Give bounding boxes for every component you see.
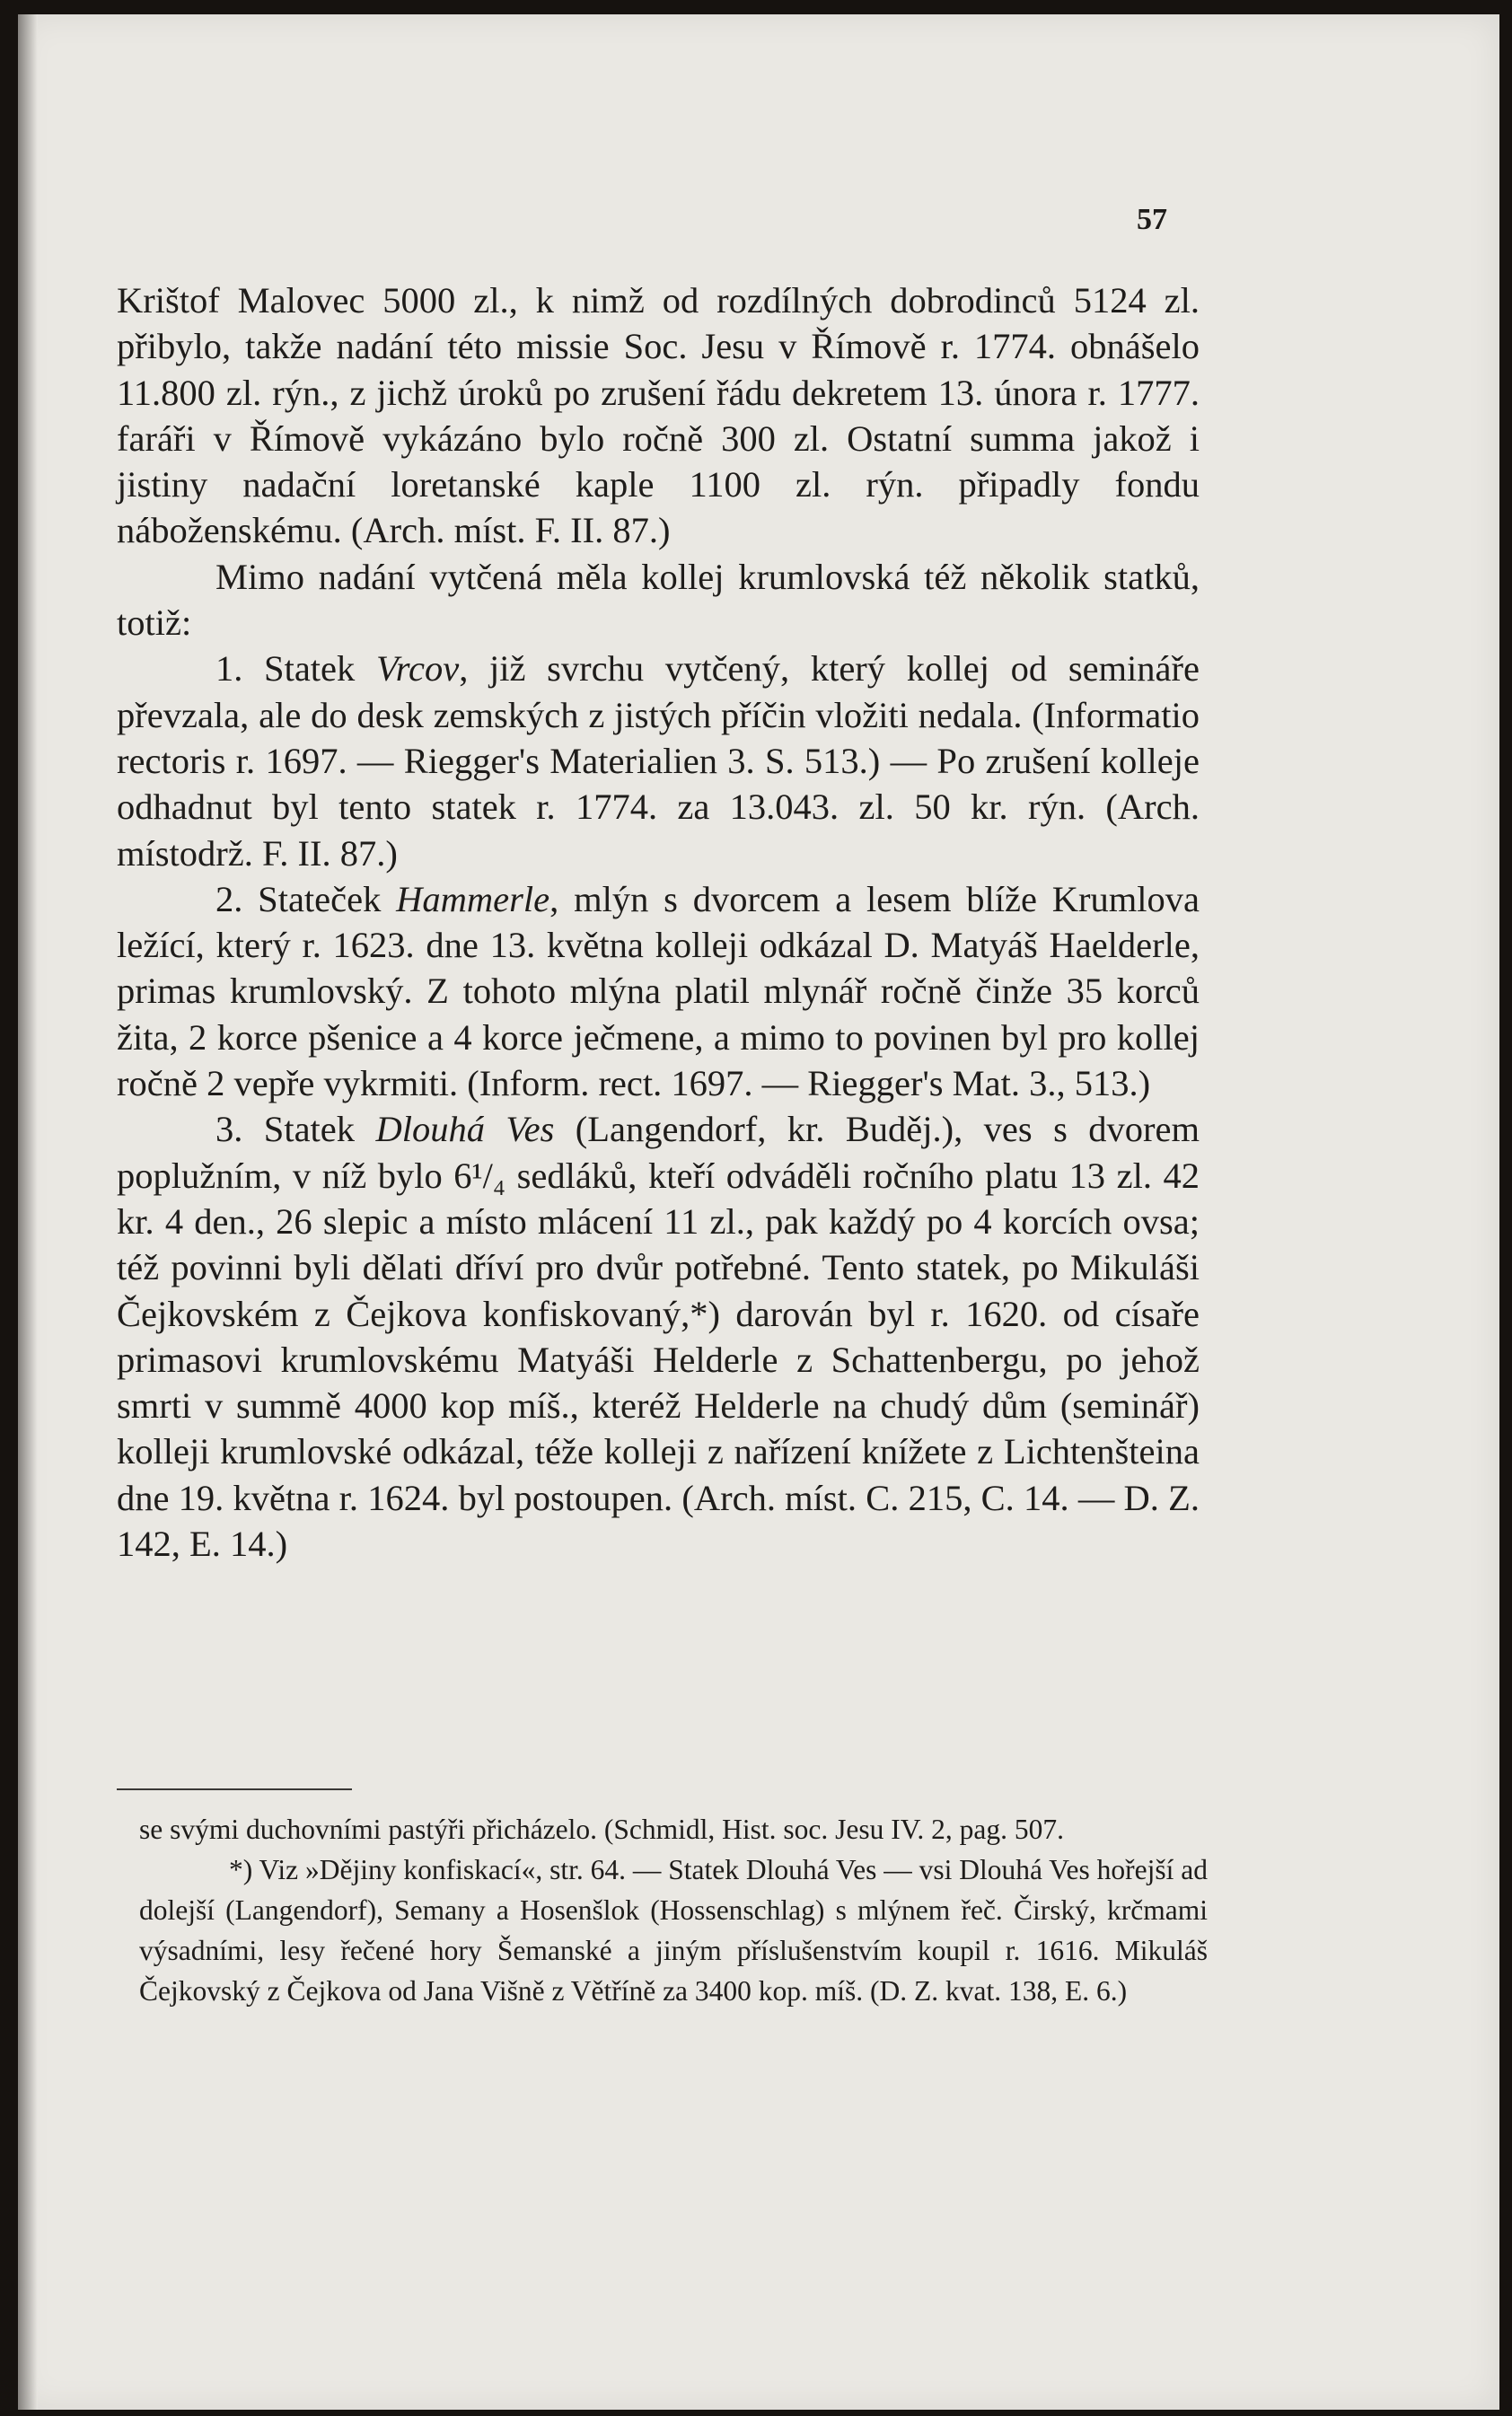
paragraph-5 bbox=[117, 1106, 1200, 1567]
page-edge-shadow bbox=[18, 14, 38, 2410]
estate-name-dlouha-ves: Dlouhá Ves bbox=[375, 1109, 555, 1150]
page-number: 57 bbox=[1137, 203, 1167, 236]
paragraph-3-start: 1. Statek bbox=[215, 648, 376, 690]
paragraph-2: Mimo nadání vytčená měla kollej krumlovská též několik statků, totiž: bbox=[117, 556, 1200, 644]
book-page bbox=[18, 14, 1499, 2410]
paragraph-4-start: 2. Stateček bbox=[215, 878, 397, 919]
footnotes bbox=[139, 1809, 1208, 2011]
paragraph-4 bbox=[117, 876, 1200, 1106]
footnote-asterisk: *) Viz »Dějiny konfiskací«, str. 64. — Statek Dlouhá Ves — vsi Dlouhá Ves hořejší ad dolejší (Langendorf), Semany a Hosenšlok (Hossenschlag) s mlýnem řeč. Čirský, krčmami výsadními, lesy řečené hory Šemanské a jiným příslušenstvím koupil r. 1616. Mikuláš Čejkovský z Čejkova od Jana Višně z Větříně za 3400 kop. míš. (D. Z. kvat. 138, E. 6.) bbox=[139, 1854, 1208, 2007]
paragraph-5-start: 3. Statek bbox=[215, 1109, 376, 1150]
paragraph-1: Krištof Malovec 5000 zl., k nimž od rozdílných dobrodinců 5124 zl. přibylo, takže nadání této missie Soc. Jesu v Římově r. 1774. obnášelo 11.800 zl. rýn., z jichž úroků po zrušení řádu dekretem 13. února r. 1777. faráři v Římově vykázáno bylo ročně 300 zl. Ostatní summa jakož i jistiny nadační loretanské kaple 1100 zl. rýn. připadly fondu náboženskému. (Arch. míst. F. II. 87.) bbox=[117, 280, 1200, 551]
paragraph-4-rest: , mlýn s dvorcem a lesem blíže Krumlova ležící, který r. 1623. dne 13. května kolleji odkázal D. Matyáš Haelderle, primas krumlovský. Z tohoto mlýna platil mlynář ročně činže 35 korců žita, 2 korce pšenice a 4 korce ječmene, a mimo to povinen byl pro kollej ročně 2 vepře vykrmiti. (Inform. rect. 1697. — Riegger's Mat. 3., 513.) bbox=[117, 878, 1200, 1104]
estate-name-hammerle: Hammerle bbox=[396, 878, 550, 919]
footnote-continued: se svými duchovními pastýři přicházelo. (Schmidl, Hist. soc. Jesu IV. 2, pag. 507. bbox=[139, 1814, 1065, 1845]
main-text bbox=[117, 277, 1200, 1567]
footnote-divider bbox=[117, 1788, 352, 1790]
paragraph-3 bbox=[117, 646, 1200, 875]
estate-name-vrcov: Vrcov bbox=[375, 648, 460, 690]
paragraph-3-rest: , již svrchu vytčený, který kollej od semináře převzala, ale do desk zemských z jistých příčin vložiti nedala. (Informatio rectoris r. 1697. — Riegger's Materialien 3. S. 513.) — Po zrušení kolleje odhadnut byl tento statek r. 1774. za 13.043. zl. 50 kr. rýn. (Arch. místodrž. F. II. 87.) bbox=[117, 648, 1200, 874]
paragraph-5-rest: (Langendorf, kr. Buděj.), ves s dvorem poplužním, v níž bylo 6¹/₄ sedláků, kteří odváděli ročního platu 13 zl. 42 kr. 4 den., 26 slepic a místo mlácení 11 zl., pak každý po 4 korcích ovsa; též povinni byli dělati dříví pro dvůr potřebné. Tento statek, po Mikuláši Čejkovském z Čejkova konfiskovaný,*) darován byl r. 1620. od císaře primasovi krumlovskému Matyáši Helderle z Schattenbergu, po jehož smrti v summě 4000 kop míš., kteréž Helderle na chudý dům (seminář) kolleji krumlovské odkázal, téže kolleji z nařízení knížete z Lichtenšteina dne 19. května r. 1624. byl postoupen. (Arch. míst. C. 215, C. 14. — D. Z. 142, E. 14.) bbox=[117, 1109, 1200, 1565]
